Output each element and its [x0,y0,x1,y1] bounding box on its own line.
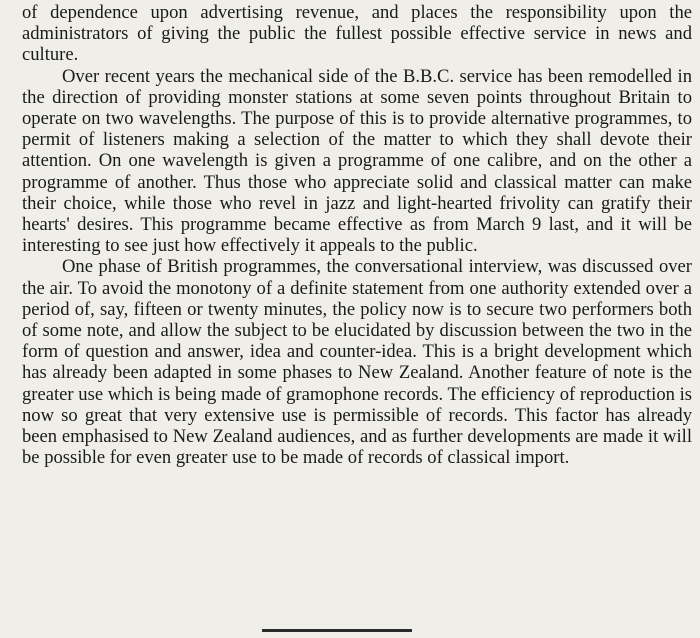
article-body [22,2,692,468]
paragraph-bbc-wavelengths: Over recent years the mechanical side of the B.B.C. service has been remodelled in the direction of providing monster stations at some seven points throughout Britain to operate on two wavelengths. The purpose of this is to provide alternative programmes, to permit of listeners making a selection of the matter to which they shall devote their attention. On one wavelength is given a programme of one calibre, and on the other a programme of another. Thus those who appreciate solid and classical matter can make their choice, while those who revel in jazz and light-hearted frivolity can gratify their hearts' desires. This programme became effective as from March 9 last, and it will be interesting to see just how effectively it appeals to the public. [22,65,692,257]
paragraph-continuation: of dependence upon advertising revenue, and places the responsibility upon the administrators of giving the public the fullest possible effective service in news and culture. [22,2,692,66]
paragraph-conversational-interview: One phase of British programmes, the conversational interview, was discussed over the air. To avoid the monotony of a definite statement from one authority extended over a period of, say, fifteen or twenty minutes, the policy now is to secure two performers both of some note, and allow the subject to be elucidated by discussion between the two in the form of question and answer, idea and counter-idea. This is a bright development which has already been adapted in some phases to New Zealand. Another feature of note is the greater use which is being made of gramophone records. The efficiency of reproduction is now so great that very extensive use is permissible of records. This factor has already been emphasised to New Zealand audiences, and as further developments are made it will be possible for even greater use to be made of records of classical import. [22,256,692,469]
section-divider-rule [262,629,412,632]
